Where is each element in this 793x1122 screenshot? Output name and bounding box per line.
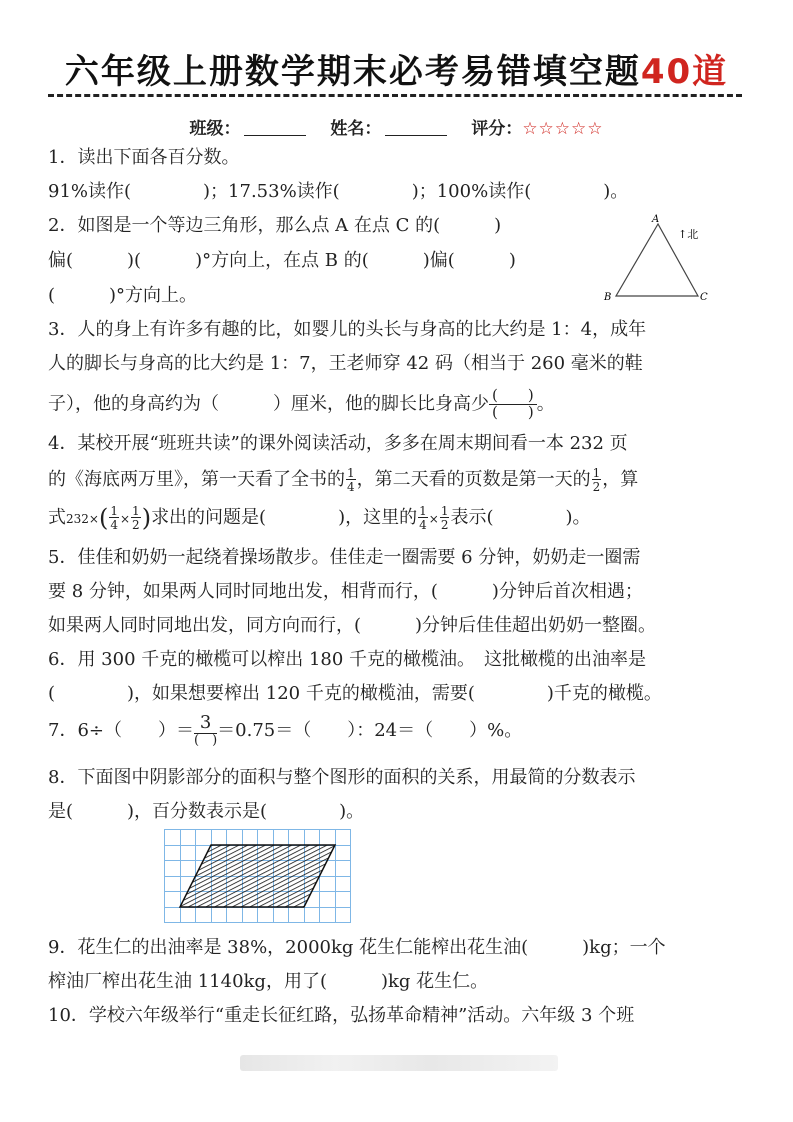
q3-answer-fraction[interactable] <box>489 388 537 421</box>
fraction-one-quarter-2 <box>418 505 428 531</box>
q4-line-1: 4．某校开展“班班共读”的课外阅读活动，多多在周末期间看一本 232 页 <box>48 433 628 454</box>
q7-text-a: 7．6÷（ ）＝ <box>48 719 194 741</box>
title-main: 六年级上册数学期末必考易错填空题 <box>64 52 641 92</box>
q3-line-1: 3．人的身上有许多有趣的比，如婴儿的头长与身高的比大约是 1：4，成年 <box>48 319 647 340</box>
q7-fraction <box>194 714 217 748</box>
fraction-denominator: 2 <box>592 480 601 494</box>
q4-line-2-text-b: ，第二天看的页数是第一天的 <box>356 469 591 490</box>
q7-numerator: 3 <box>194 714 217 734</box>
q4-line-2-text-c: ，算 <box>602 469 639 490</box>
q4-line-3-text-a: 式 <box>48 507 66 528</box>
times-sign-2: × <box>428 512 439 526</box>
expr-fraction-quarter <box>109 505 119 531</box>
name-label: 姓名： <box>330 119 382 139</box>
fraction-numerator: 1 <box>110 504 118 518</box>
q3-line-3-end: 。 <box>536 393 555 415</box>
fraction-numerator: 1 <box>132 504 140 518</box>
fraction-denominator: 4 <box>419 518 427 532</box>
fraction-denominator: 4 <box>110 518 118 532</box>
shaded-parallelogram <box>180 845 335 907</box>
expr-fraction-half <box>131 505 141 531</box>
score-stars-icon[interactable]: ☆☆☆☆☆ <box>522 119 604 139</box>
fraction-denominator: 2 <box>440 518 449 532</box>
q4-line-2 <box>48 467 638 493</box>
q2-line-3: ( )°方向上。 <box>48 285 198 306</box>
q10-line-1: 10．学校六年级举行“重走长征红路，弘扬革命精神”活动。六年级 3 个班 <box>48 1005 635 1026</box>
vertex-b-label: B <box>604 292 612 303</box>
north-arrow-icon: ↑北 <box>678 228 699 241</box>
fraction-numerator: 1 <box>440 504 449 518</box>
q4-expression-prefix: 232× <box>66 512 99 526</box>
title-divider <box>48 94 742 97</box>
q3-line-3 <box>48 388 555 421</box>
q6-line-1: 6．用 300 千克的橄榄可以榨出 180 千克的橄榄油。 这批橄榄的出油率是 <box>48 649 647 670</box>
q7-denominator[interactable]: ( ) <box>194 732 218 748</box>
class-blank[interactable] <box>244 119 306 136</box>
q2-line-2: 偏( )( )°方向上，在点 B 的( )偏( ) <box>48 250 516 271</box>
q4-line-3-text-c: 表示( )。 <box>450 507 591 528</box>
q5-line-1: 5．佳佳和奶奶一起绕着操场散步。佳佳走一圈需要 6 分钟，奶奶走一圈需 <box>48 547 641 568</box>
fraction-denominator: 4 <box>347 480 355 494</box>
name-blank[interactable] <box>385 119 447 136</box>
fraction-numerator: 1 <box>347 466 355 480</box>
fraction-numerator: 1 <box>419 504 427 518</box>
q7-text-b: ＝0.75＝（ ）：24＝（ ）%。 <box>217 719 523 741</box>
q3-fraction-numerator: ( ) <box>489 388 537 405</box>
q1-line-2: 91%读作( )；17.53%读作( )；100%读作( )。 <box>48 181 629 202</box>
fraction-numerator: 1 <box>592 466 601 480</box>
q5-line-3: 如果两人同时同地出发，同方向而行，( )分钟后佳佳超出奶奶一整圈。 <box>48 615 657 636</box>
q9-line-2: 榨油厂榨出花生油 1140kg，用了( )kg 花生仁。 <box>48 971 489 992</box>
q6-line-2: ( )，如果想要榨出 120 千克的橄榄油，需要( )千克的橄榄。 <box>48 683 662 704</box>
page-title <box>0 44 793 93</box>
score-label: 评分： <box>471 119 523 139</box>
q3-line-3-text: 子），他的身高约为（ ）厘米，他的脚长比身高少 <box>48 393 489 415</box>
q1-line-1: 1．读出下面各百分数。 <box>48 147 240 168</box>
q7-line <box>48 714 522 748</box>
watermark-bar <box>240 1055 558 1071</box>
q9-line-1: 9．花生仁的出油率是 38%，2000kg 花生仁能榨出花生油( )kg；一个 <box>48 937 666 958</box>
q2-line-1: 2．如图是一个等边三角形，那么点 A 在点 C 的( ) <box>48 215 502 236</box>
title-count: 40道 <box>640 52 729 92</box>
q4-line-3-text-b: 求出的问题是( )，这里的 <box>151 507 418 528</box>
right-paren: ) <box>141 504 152 532</box>
class-label: 班级： <box>189 119 241 139</box>
grid-parallelogram-figure <box>164 829 351 923</box>
fraction-one-half <box>592 467 602 493</box>
q8-line-1: 8．下面图中阴影部分的面积与整个图形的面积的关系，用最简的分数表示 <box>48 767 636 788</box>
fraction-one-quarter <box>346 467 356 493</box>
fraction-one-half-2 <box>440 505 450 531</box>
q3-line-2: 人的脚长与身高的比大约是 1：7，王老师穿 42 码（相当于 260 毫米的鞋 <box>48 353 643 374</box>
vertex-c-label: C <box>700 292 708 303</box>
vertex-a-label: A <box>652 214 660 225</box>
q4-line-3 <box>48 505 591 531</box>
q5-line-2: 要 8 分钟，如果两人同时同地出发，相背而行，( )分钟后首次相遇； <box>48 581 643 602</box>
left-paren: ( <box>98 504 109 532</box>
fraction-denominator: 2 <box>132 518 140 532</box>
q4-line-2-text-a: 的《海底两万里》，第一天看了全书的 <box>48 469 345 490</box>
q8-line-2: 是( )，百分数表示是( )。 <box>48 801 365 822</box>
equilateral-triangle-figure <box>598 212 738 308</box>
q3-fraction-denominator: ( ) <box>492 402 534 421</box>
student-info-line <box>0 114 793 139</box>
times-sign: × <box>119 512 131 526</box>
